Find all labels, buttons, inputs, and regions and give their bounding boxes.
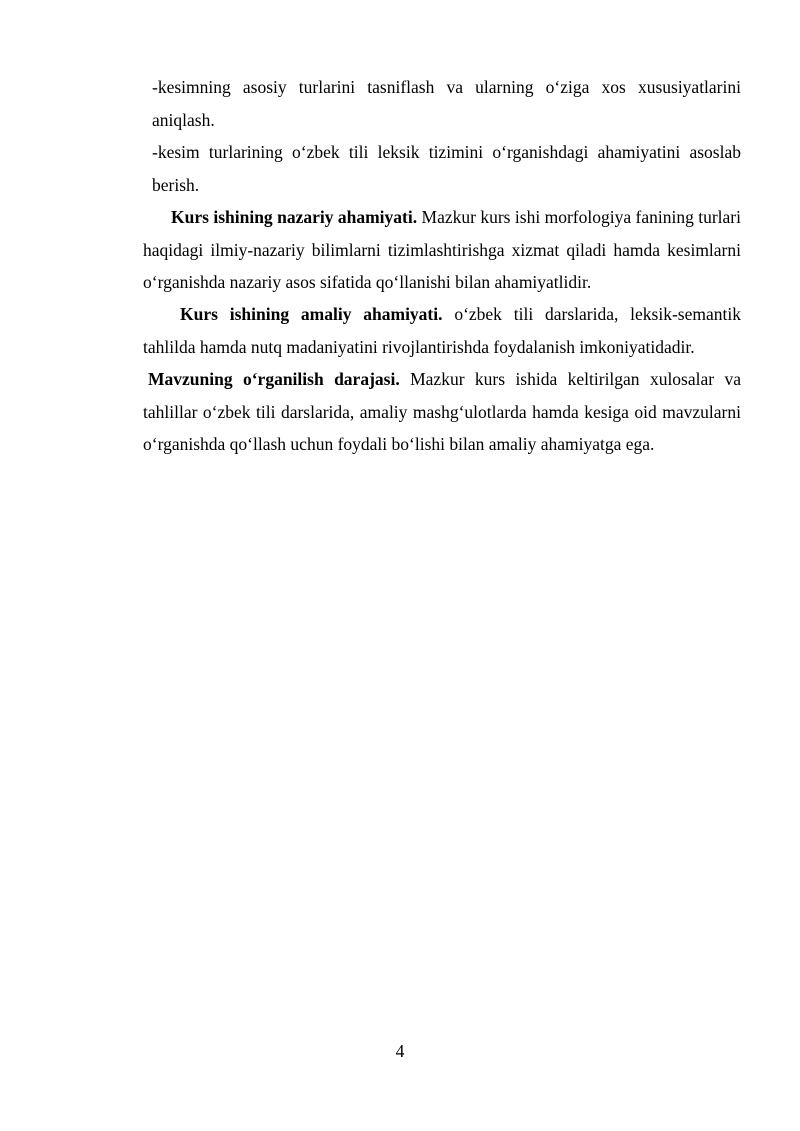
- paragraph-heading: Mavzuning o‘rganilish darajasi.: [148, 369, 400, 389]
- paragraph-text: o‘zbek tili darslarida, leksik-semantik tahlilda hamda nutq madaniyatini rivojlantirishda foydalanish imkoniyatidadir.: [143, 304, 741, 357]
- paragraph-theoretical-significance: [143, 201, 741, 299]
- paragraph-text: Mazkur kurs ishi morfologiya fanining turlari haqidagi ilmiy-nazariy bilimlarni tizimlashtirishga xizmat qiladi hamda kesimlarni o‘rganishda nazariy asos sifatida qo‘llanishi bilan ahamiyatlidir.: [143, 207, 741, 292]
- paragraph-classification-goal: [152, 71, 741, 136]
- paragraph-practical-significance: [143, 298, 741, 363]
- paragraph-study-degree: [143, 363, 741, 461]
- paragraph-text: -kesimning asosiy turlarini tasniflash va ularning o‘ziga xos xususiyatlarini aniqlash.: [152, 77, 741, 130]
- paragraph-text: Mazkur kurs ishida keltirilgan xulosalar va tahlillar o‘zbek tili darslarida, amaliy mashg‘ulotlarda hamda kesiga oid mavzularni o‘rganishda qo‘llash uchun foydali bo‘lishi bilan amaliy ahamiyatga ega.: [143, 369, 741, 454]
- page-number: 4: [395, 1041, 405, 1061]
- paragraph-heading: Kurs ishining nazariy ahamiyati.: [171, 207, 418, 227]
- paragraph-text: -kesim turlarining o‘zbek tili leksik tizimini o‘rganishdagi ahamiyatini asoslab berish.: [152, 142, 741, 195]
- paragraph-heading: Kurs ishining amaliy ahamiyati.: [180, 304, 443, 324]
- paragraph-significance-goal: [152, 136, 741, 201]
